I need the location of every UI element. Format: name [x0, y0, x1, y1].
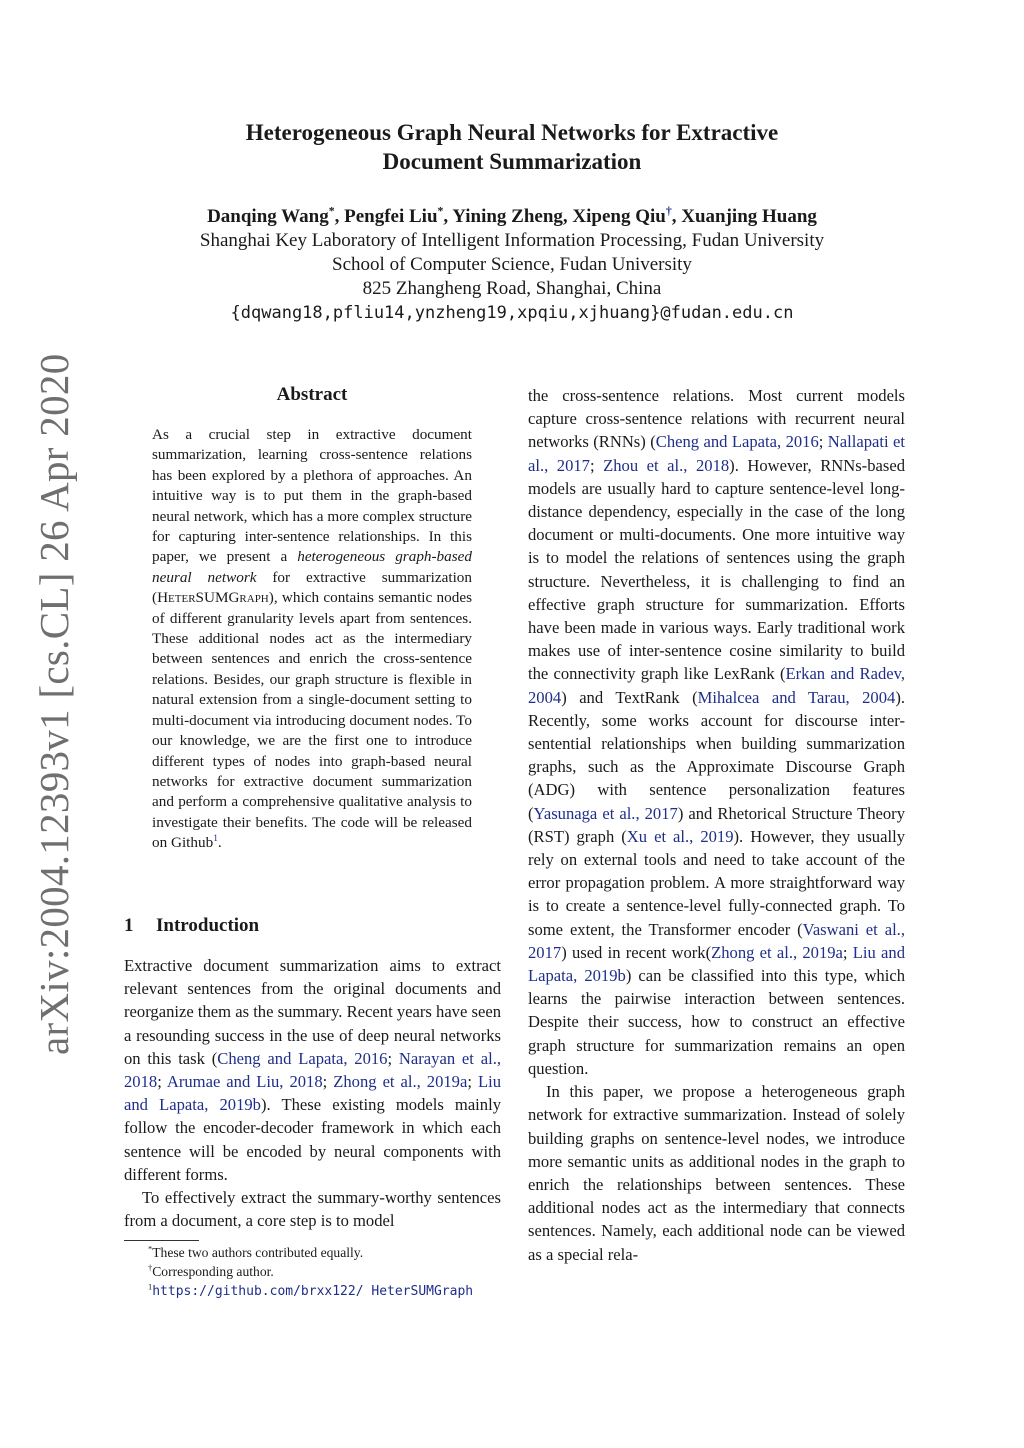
intro-paragraph-2: To effectively extract the summary-worthy sentences from a document, a core step is to model: [124, 1188, 501, 1231]
citation-link[interactable]: Yasunaga et al., 2017: [533, 803, 678, 823]
paper-title: [0, 118, 1024, 176]
github-link[interactable]: https://github.com/brxx122/ HeterSUMGraph: [152, 1284, 474, 1299]
author-block: [0, 205, 1024, 325]
author-names: Danqing Wang*, Pengfei Liu*, Yining Zheng, Xipeng Qiu†, Xuanjing Huang: [207, 204, 817, 227]
citation-link[interactable]: Vaswani et al., 2017: [528, 919, 905, 962]
introduction-body: [124, 954, 501, 1232]
citation-link[interactable]: Zhou et al., 2018: [603, 455, 730, 475]
footnote-ref-1[interactable]: 1: [213, 834, 218, 845]
author-emails: {dqwang18,pfliu14,ynzheng19,xpqiu,xjhuang}@fudan.edu.cn: [230, 303, 794, 323]
right-column: [528, 384, 905, 1266]
citation-link[interactable]: Liu and Lapata, 2019b: [528, 942, 905, 986]
citation-link[interactable]: Narayan et al., 2018: [124, 1048, 501, 1092]
affiliation-2: School of Computer Science, Fudan University: [332, 254, 692, 275]
arxiv-identifier: arXiv:2004.12393v1 [cs.CL] 26 Apr 2020: [31, 353, 77, 1055]
abstract-body: As a crucial step in extractive document summarization, learning cross-sentence relations has been explored by a plethora of approaches. An intuitive way is to put them in the graph-based neural network, which has a more complex structure for capturing inter-sentence relationships. In this paper, we present a heterogeneous graph-based neural network for extractive summarization (HeterSUMGraph), which contains semantic nodes of different granularity levels apart from sentences. These additional nodes act as the intermediary between sentences and enrich the cross-sentence relations. Besides, our graph structure is flexible in natural extension from a single-document setting to multi-document via introducing document nodes. To our knowledge, we are the first one to introduce different types of nodes into graph-based neural networks for extractive document summarization and perform a comprehensive qualitative analysis to investigate their benefits. The code will be released on Github$^1$.: [152, 426, 472, 852]
affiliation-1: Shanghai Key Laboratory of Intelligent Information Processing, Fudan University: [199, 230, 825, 251]
footnote-rule: [124, 1240, 199, 1241]
model-name: HeterSUMGraph: [157, 589, 269, 607]
right-paragraph-2: In this paper, we propose a heterogeneous graph network for extractive summarization. Instead of solely building graphs on sentence-level nodes, we introduce more semantic units as additional nodes in the graph to enrich the relationships between sentences. These additional nodes act as the intermediary that connects sentences. Namely, each additional node can be viewed as a special rela-: [528, 1082, 905, 1264]
abstract-heading: Abstract: [276, 384, 348, 405]
footnotes: [124, 1243, 501, 1301]
citation-link[interactable]: Zhong et al., 2019a: [711, 942, 843, 962]
citation-link[interactable]: Nallapati et al., 2017: [528, 432, 906, 475]
intro-paragraph-1: Extractive document summarization aims to extract relevant sentences from the original documents and reorganize them as the summary. Recent years have seen a resounding success in the use of deep neural networks on this task (Cheng and Lapata, 2016; Narayan et al., 2018; Arumae and Liu, 2018; Zhong et al., 2019a; Liu and Lapata, 2019b). These existing models mainly follow the encoder-decoder framework in which each sentence will be encoded by neural components with different forms.: [124, 956, 502, 1184]
address: 825 Zhangheng Road, Shanghai, China: [362, 278, 662, 299]
footnote-1: *These two authors contributed equally.: [148, 1243, 364, 1260]
right-paragraph-1: the cross-sentence relations. Most current models capture cross-sentence relations with recurrent neural networks (RNNs) (Cheng and Lapata, 2016; Nallapati et al., 2017; Zhou et al., 2018). However, RNNs-based models are usually hard to capture sentence-level long-distance dependency, especially in the case of the long document or multi-documents. One more intuitive way is to model the relations of sentences using the graph structure. Nevertheless, it is challenging to find an effective graph structure for summarization. Efforts have been made in various ways. Early traditional work makes use of inter-sentence cosine similarity to build the connectivity graph like LexRank (Erkan and Radev, 2004) and TextRank (Mihalcea and Tarau, 2004). Recently, some works account for discourse inter-sentential relationships when building summarization graphs, such as the Approximate Discourse Graph (ADG) with sentence personalization features (Yasunaga et al., 2017) and Rhetorical Structure Theory (RST) graph (Xu et al., 2019). However, they usually rely on external tools and need to take account of the error propagation problem. A more straightforward way is to create a sentence-level fully-connected graph. To some extent, the Transformer encoder (Vaswani et al., 2017) used in recent work(Zhong et al., 2019a; Liu and Lapata, 2019b) can be classified into this type, which learns the pairwise interaction between sentences. Despite their success, how to construct an effective graph structure for summarization remains an open question.: [528, 386, 906, 1078]
citation-link[interactable]: Arumae and Liu, 2018: [166, 1072, 323, 1092]
citation-link[interactable]: Zhong et al., 2019a: [333, 1072, 468, 1092]
citation-link[interactable]: Cheng and Lapata, 2016: [655, 432, 819, 452]
title-line-2: Document Summarization: [382, 149, 642, 174]
citation-link[interactable]: Xu et al., 2019: [626, 826, 734, 846]
footnote-2: †Corresponding author.: [148, 1262, 274, 1279]
citation-link[interactable]: Cheng and Lapata, 2016: [217, 1048, 388, 1068]
footnote-3: $^1$https://github.com/brxx122/ HeterSUMGraph: [148, 1281, 474, 1299]
citation-link[interactable]: Mihalcea and Tarau, 2004: [697, 687, 896, 707]
citation-link[interactable]: Liu and Lapata, 2019b: [124, 1072, 502, 1115]
section-heading-introduction: 1 Introduction: [124, 915, 260, 936]
title-line-1: Heterogeneous Graph Neural Networks for Extractive: [245, 120, 779, 145]
citation-link[interactable]: Erkan and Radev, 2004: [528, 664, 905, 707]
